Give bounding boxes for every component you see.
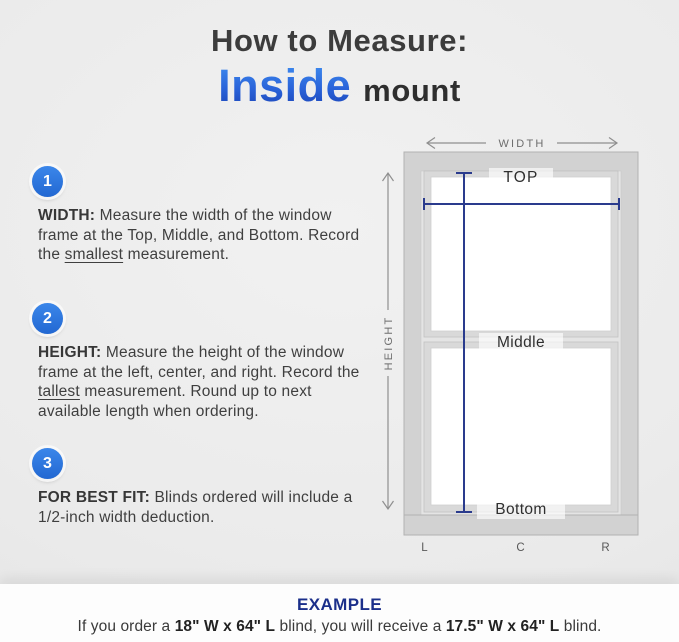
center-c-label: C: [516, 542, 526, 554]
title-line2: [0, 60, 679, 112]
step-3-body: Blinds ordered will include a 1/2-inch width deduction.: [38, 489, 353, 526]
step-1-body: Measure the width of the window frame at the Top, Middle, and Bottom. Record the: [38, 207, 360, 263]
title-rest-mount: mount: [363, 73, 461, 109]
step-3-lead: FOR BEST FIT:: [38, 489, 150, 506]
step-2-underlined-word: tallest: [38, 383, 80, 400]
step-1: [30, 166, 362, 265]
right-r-label: R: [601, 542, 611, 554]
step-3-number-badge: 3: [32, 448, 63, 479]
step-2: [30, 303, 362, 421]
step-3: [30, 448, 362, 527]
example-post: blind.: [559, 618, 602, 635]
example-heading: EXAMPLE: [297, 595, 382, 614]
example-footer: [0, 584, 679, 642]
upper-glass: [431, 177, 611, 331]
middle-position-label: Middle: [496, 334, 546, 351]
step-2-number-badge: 2: [32, 303, 63, 334]
step-1-lead: WIDTH:: [38, 207, 96, 224]
bottom-position-label: Bottom: [495, 501, 547, 518]
step-2-body: Measure the height of the window frame at the left, center, and right. Record the: [38, 344, 360, 381]
step-1-body-end: measurement.: [123, 246, 230, 263]
height-arrow-label: HEIGHT: [383, 315, 395, 371]
title-highlight-inside: Inside: [218, 60, 352, 112]
example-ordered-size: 18" W x 64" L: [174, 618, 276, 635]
step-3-text: [38, 488, 362, 527]
step-2-body-end: measurement. Round up to next available length when ordering.: [38, 383, 312, 420]
step-1-text: [38, 206, 362, 265]
step-2-lead: HEIGHT:: [38, 344, 102, 361]
page-title: [0, 24, 679, 112]
step-2-text: [38, 343, 362, 421]
left-l-label: L: [421, 542, 429, 554]
example-received-size: 17.5" W x 64" L: [445, 618, 560, 635]
width-arrow-label: WIDTH: [498, 138, 546, 150]
example-text: [0, 618, 679, 636]
example-pre: If you order a: [77, 618, 175, 635]
example-mid: blind, you will receive a: [275, 618, 446, 635]
title-line1: How to Measure:: [210, 23, 469, 58]
lower-glass: [431, 348, 611, 505]
step-1-underlined-word: smallest: [64, 246, 124, 263]
top-position-label: TOP: [503, 169, 539, 186]
window-measure-diagram: [378, 133, 670, 578]
step-1-number-badge: 1: [32, 166, 63, 197]
